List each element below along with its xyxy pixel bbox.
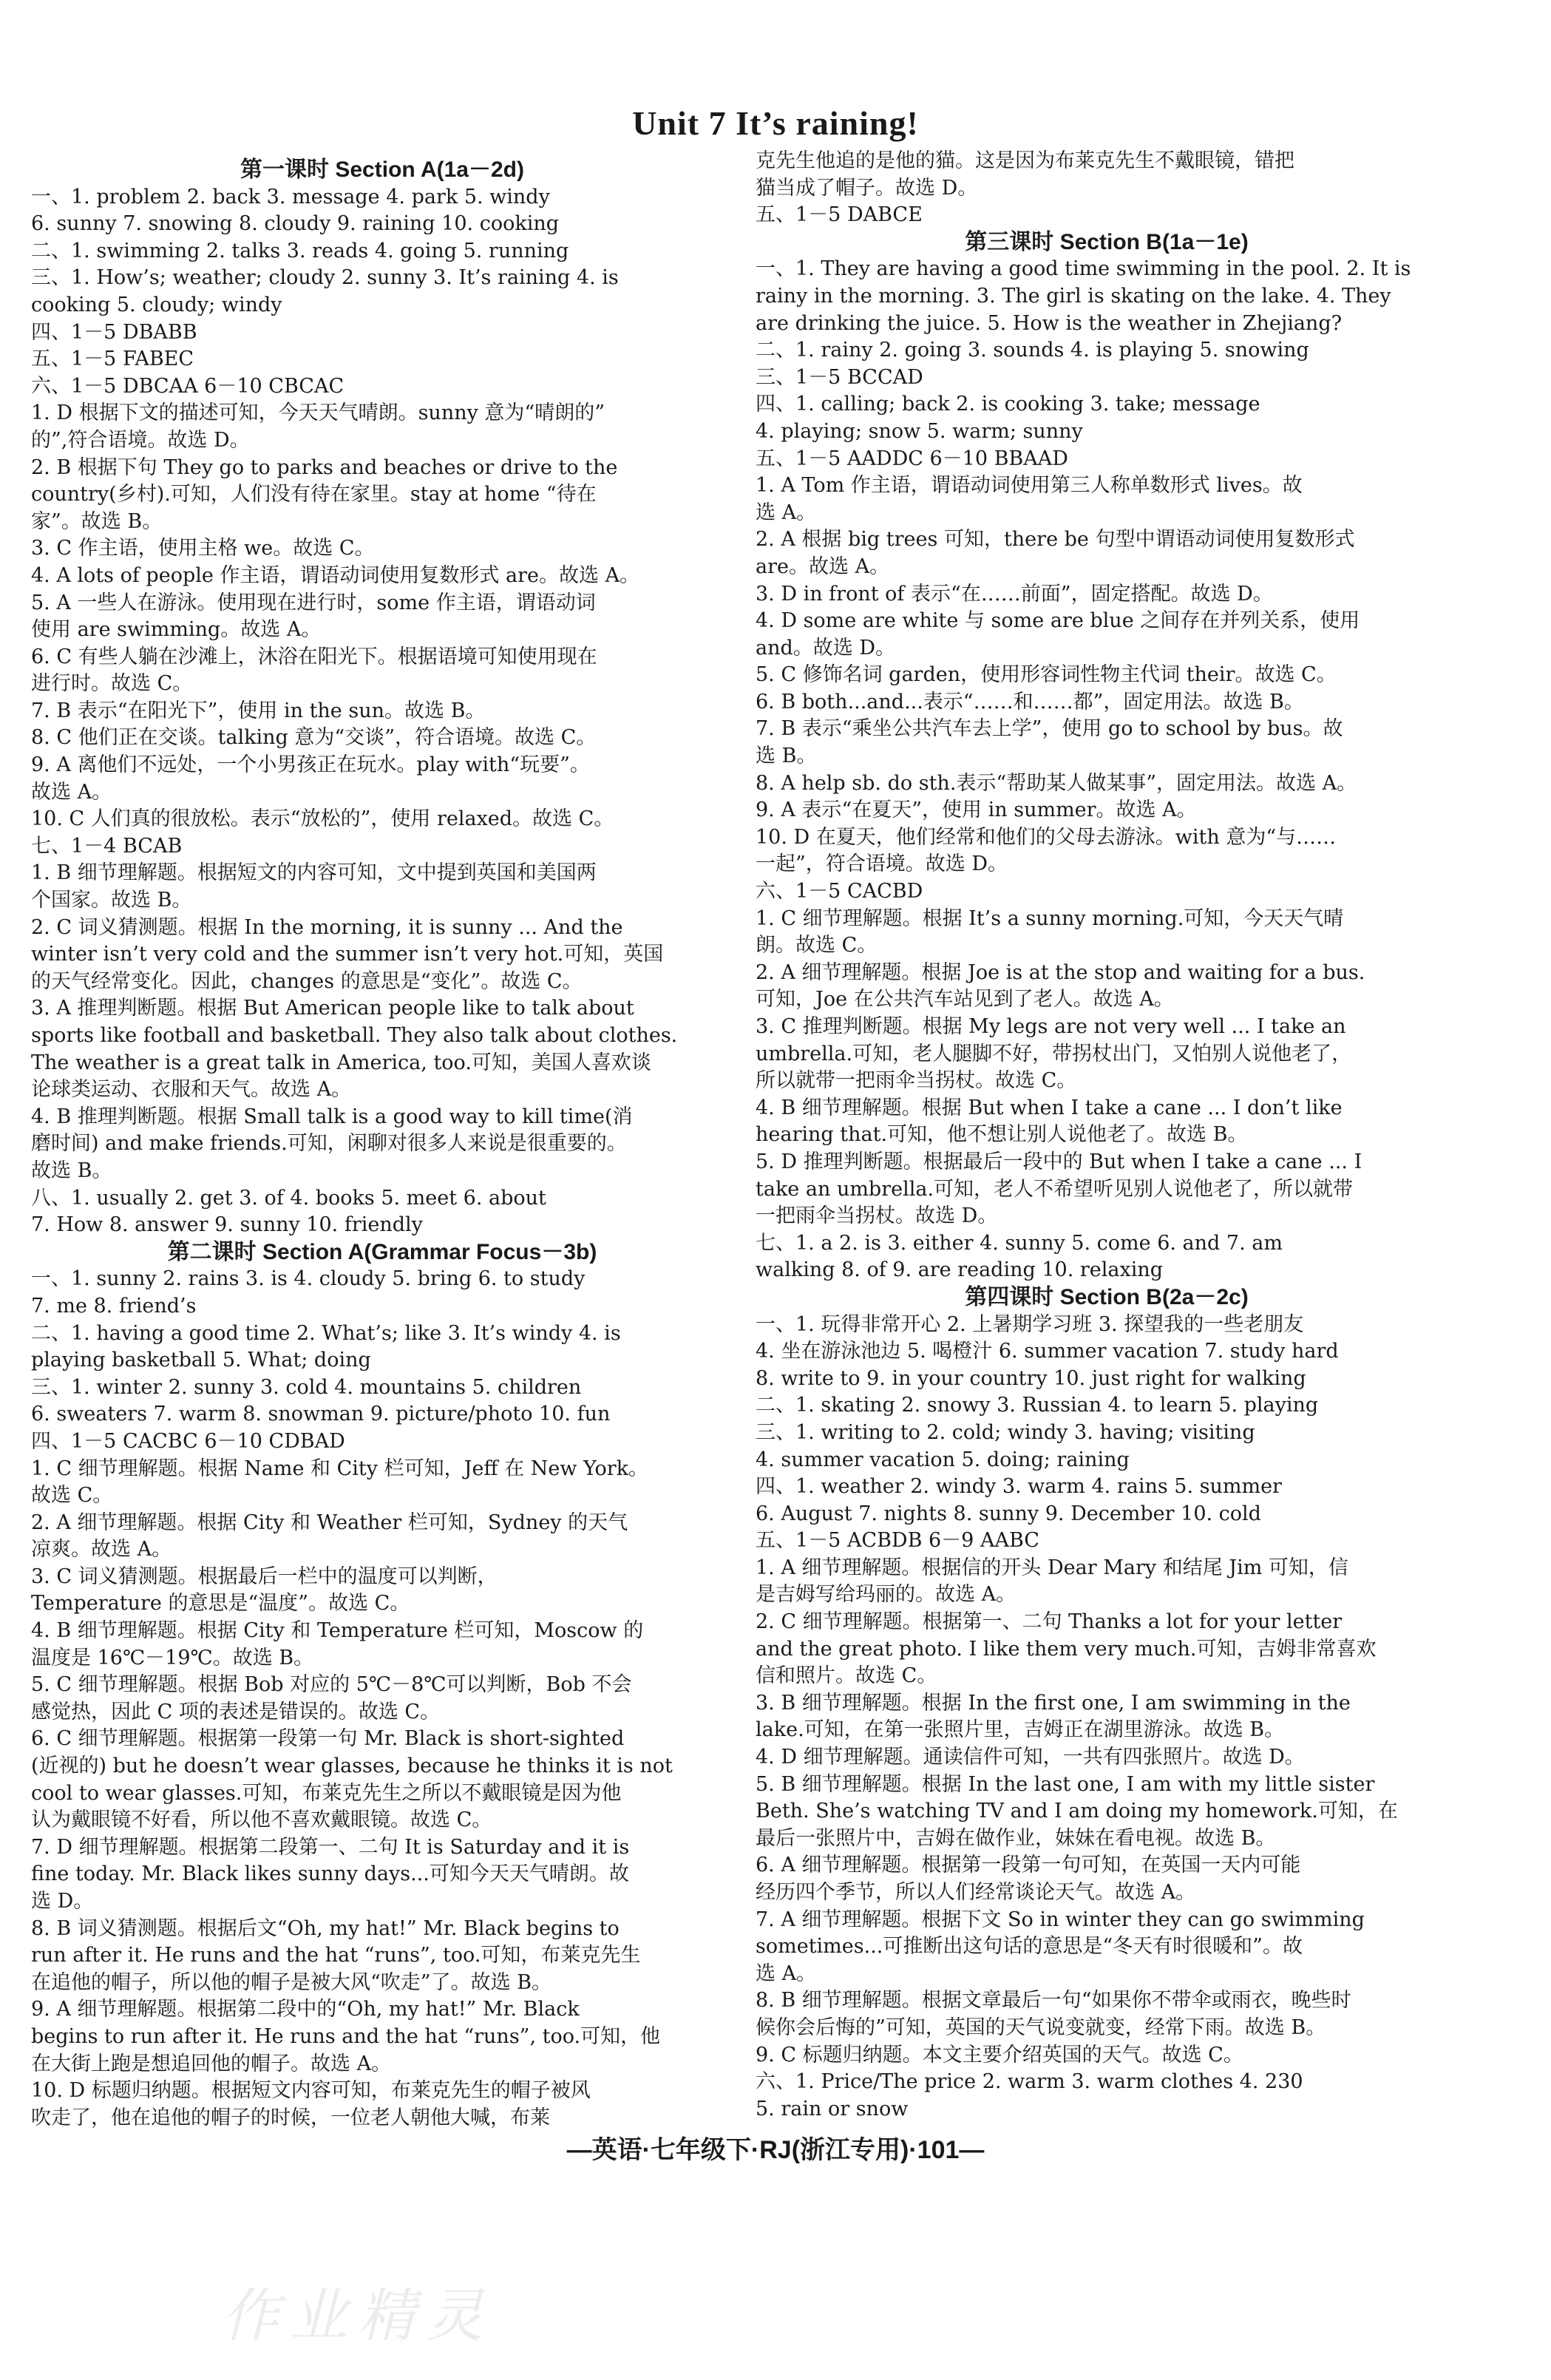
left-answer-line: 一、1. sunny 2. rains 3. is 4. cloudy 5. bring 6. to study xyxy=(31,1267,586,1291)
left-answer-line: 四、1－5 DBABB xyxy=(31,320,197,344)
right-answer-line: 一、1. 玩得非常开心 2. 上暑期学习班 3. 探望我的一些老朋友 xyxy=(756,1312,1304,1336)
right-answer-line: 选 A。 xyxy=(756,501,817,524)
left-answer-line: The weather is a great talk in America, too.可知，美国人喜欢谈 xyxy=(31,1051,651,1074)
left-answer-line: country(乡村).可知，人们没有待在家里。stay at home “待在 xyxy=(31,483,597,506)
left-answer-line: 10. D 标题归纳题。根据短文内容可知，布莱克先生的帽子被风 xyxy=(31,2079,591,2103)
right-answer-line: rainy in the morning. 3. The girl is skating on the lake. 4. They xyxy=(756,284,1391,308)
right-section-heading: 第三课时 Section B(1a－1e) xyxy=(965,229,1249,254)
right-answer-line: walking 8. of 9. are reading 10. relaxing xyxy=(756,1258,1164,1282)
right-answer-line: 选 A。 xyxy=(756,1962,817,1985)
right-answer-line: 10. D 在夏天，他们经常和他们的父母去游泳。with 意为“与…… xyxy=(756,825,1337,849)
right-answer-line: 2. A 根据 big trees 可知，there be 句型中谓语动词使用复数形式 xyxy=(756,528,1355,552)
right-answer-line: 七、1. a 2. is 3. either 4. sunny 5. come 6. and 7. am xyxy=(756,1231,1283,1255)
right-answer-line: and。故选 D。 xyxy=(756,636,895,660)
left-answer-line: 磨时间) and make friends.可知，闲聊对很多人来说是很重要的。 xyxy=(31,1132,627,1156)
left-answer-line: 1. B 细节理解题。根据短文的内容可知，文中提到英国和美国两 xyxy=(31,861,597,885)
left-answer-line: 4. B 细节理解题。根据 City 和 Temperature 栏可知，Moscow 的 xyxy=(31,1619,644,1643)
right-answer-line: 是吉姆写给玛丽的。故选 A。 xyxy=(756,1583,1017,1607)
right-answer-line: 五、1－5 ACBDB 6－9 AABC xyxy=(756,1529,1039,1553)
right-answer-line: 9. A 表示“在夏天”，使用 in summer。故选 A。 xyxy=(756,799,1197,822)
right-answer-line: 1. A Tom 作主语，谓语动词使用第三人称单数形式 lives。故 xyxy=(756,474,1303,498)
left-answer-line: 7. B 表示“在阳光下”，使用 in the sun。故选 B。 xyxy=(31,699,486,722)
left-answer-line: 6. C 细节理解题。根据第一段第一句 Mr. Black is short-sighted xyxy=(31,1727,625,1751)
left-answer-line: 使用 are swimming。故选 A。 xyxy=(31,618,322,642)
left-answer-line: 7. How 8. answer 9. sunny 10. friendly xyxy=(31,1213,423,1237)
right-answer-line: 8. write to 9. in your country 10. just right for walking xyxy=(756,1366,1306,1390)
left-answer-line: 三、1. winter 2. sunny 3. cold 4. mountains 5. children xyxy=(31,1375,582,1399)
right-answer-line: 2. C 细节理解题。根据第一、二句 Thanks a lot for your letter xyxy=(756,1610,1343,1634)
right-answer-line: 六、1－5 CACBD xyxy=(756,880,923,903)
page-footer: —英语·七年级下·RJ(浙江专用)·101— xyxy=(566,2136,985,2164)
right-answer-line: 5. D 推理判断题。根据最后一段中的 But when I take a cane ... I xyxy=(756,1150,1362,1173)
right-answer-line: 三、1. writing to 2. cold; windy 3. having; visiting xyxy=(756,1420,1255,1444)
right-answer-line: 1. C 细节理解题。根据 It’s a sunny morning.可知，今天天气晴 xyxy=(756,906,1344,930)
left-answer-line: 8. C 他们正在交谈。talking 意为“交谈”，符合语境。故选 C。 xyxy=(31,726,597,750)
right-column xyxy=(756,148,1458,2123)
right-answer-line: 二、1. rainy 2. going 3. sounds 4. is playing 5. snowing xyxy=(756,339,1309,362)
right-answer-line: 6. August 7. nights 8. sunny 9. December 10. cold xyxy=(756,1502,1261,1525)
right-answer-line: 一、1. They are having a good time swimming in the pool. 2. It is xyxy=(756,257,1411,281)
left-answer-line: 认为戴眼镜不好看，所以他不喜欢戴眼镜。故选 C。 xyxy=(31,1808,492,1832)
left-answer-line: 在大街上跑是想追回他的帽子。故选 A。 xyxy=(31,2052,392,2075)
left-answer-line: begins to run after it. He runs and the hat “runs”, too.可知，他 xyxy=(31,2024,661,2048)
left-answer-line: Temperature 的意思是“温度”。故选 C。 xyxy=(31,1592,410,1616)
right-answer-line: 5. rain or snow xyxy=(756,2097,909,2120)
right-answer-line: 猫当成了帽子。故选 D。 xyxy=(756,176,978,200)
left-answer-line: 4. A lots of people 作主语，谓语动词使用复数形式 are。故选 A。 xyxy=(31,563,640,587)
left-answer-line: 3. A 推理判断题。根据 But American people like to talk about xyxy=(31,997,634,1020)
left-answer-line: 吹走了，他在追他的帽子的时候，一位老人朝他大喊，布莱 xyxy=(31,2106,550,2129)
left-answer-line: cool to wear glasses.可知，布莱克先生之所以不戴眼镜是因为他 xyxy=(31,1781,622,1805)
left-answer-line: 6. sweaters 7. warm 8. snowman 9. picture/photo 10. fun xyxy=(31,1403,611,1426)
left-answer-line: 故选 B。 xyxy=(31,1159,112,1182)
right-answer-line: 4. D 细节理解题。通读信件可知，一共有四张照片。故选 D。 xyxy=(756,1746,1305,1769)
right-answer-line: take an umbrella.可知，老人不希望听见别人说他老了，所以就带 xyxy=(756,1177,1354,1201)
left-answer-line: 10. C 人们真的很放松。表示“放松的”，使用 relaxed。故选 C。 xyxy=(31,807,614,831)
right-answer-line: 6. A 细节理解题。根据第一段第一句可知，在英国一天内可能 xyxy=(756,1854,1301,1877)
right-answer-line: 可知，Joe 在公共汽车站见到了老人。故选 A。 xyxy=(756,988,1174,1011)
left-answer-line: winter isn’t very cold and the summer isn’t very hot.可知，英国 xyxy=(31,943,664,966)
left-answer-line: 5. A 一些人在游泳。使用现在进行时，some 作主语，谓语动词 xyxy=(31,591,596,614)
left-answer-line: 3. C 词义猜测题。根据最后一栏中的温度可以判断， xyxy=(31,1564,498,1588)
right-answer-line: 三、1－5 BCCAD xyxy=(756,365,923,389)
left-answer-line: run after it. He runs and the hat “runs”, too.可知，布莱克先生 xyxy=(31,1944,641,1967)
right-answer-line: 4. summer vacation 5. doing; raining xyxy=(756,1448,1130,1471)
left-answer-line: 2. B 根据下句 They go to parks and beaches or drive to the xyxy=(31,455,618,479)
left-answer-line: 在追他的帽子，所以他的帽子是被大风“吹走”了。故选 B。 xyxy=(31,1970,552,1994)
left-section-heading: 第一课时 Section A(1a－2d) xyxy=(240,157,524,182)
right-answer-line: 经历四个季节，所以人们经常谈论天气。故选 A。 xyxy=(756,1881,1196,1904)
left-section-heading: 第二课时 Section A(Grammar Focus－3b) xyxy=(167,1239,597,1264)
right-answer-line: umbrella.可知，老人腿脚不好，带拐杖出门，又怕别人说他老了， xyxy=(756,1042,1352,1065)
right-answer-line: 一把雨伞当拐杖。故选 D。 xyxy=(756,1204,998,1228)
right-answer-line: 四、1. calling; back 2. is cooking 3. take; message xyxy=(756,393,1260,416)
right-answer-line: and the great photo. I like them very much.可知，吉姆非常喜欢 xyxy=(756,1637,1377,1661)
left-answer-line: 的”,符合语境。故选 D。 xyxy=(31,428,250,452)
left-answer-line: 感觉热，因此 C 项的表述是错误的。故选 C。 xyxy=(31,1700,441,1723)
right-answer-line: 4. playing; snow 5. warm; sunny xyxy=(756,419,1083,443)
right-answer-line: 8. A help sb. do sth.表示“帮助某人做某事”，固定用法。故选 A。 xyxy=(756,771,1357,795)
left-answer-line: 一、1. problem 2. back 3. message 4. park 5. windy xyxy=(31,185,550,208)
right-answer-line: 3. C 推理判断题。根据 My legs are not very well ... I take an xyxy=(756,1015,1346,1038)
left-answer-line: 四、1－5 CACBC 6－10 CDBAD xyxy=(31,1429,345,1453)
left-answer-line: cooking 5. cloudy; windy xyxy=(31,293,282,316)
left-answer-line: 三、1. How’s; weather; cloudy 2. sunny 3. It’s raining 4. is xyxy=(31,266,619,290)
right-answer-line: 最后一张照片中，吉姆在做作业，妹妹在看电视。故选 B。 xyxy=(756,1826,1276,1850)
right-answer-line: 候你会后悔的”可知，英国的天气说变就变，经常下雨。故选 B。 xyxy=(756,2015,1326,2039)
right-answer-line: are。故选 A。 xyxy=(756,555,890,578)
right-answer-line: 选 B。 xyxy=(756,745,817,768)
right-answer-line: 5. C 修饰名词 garden，使用形容词性物主代词 their。故选 C。 xyxy=(756,663,1337,687)
right-answer-line: 6. B both...and...表示“……和……都”，固定用法。故选 B。 xyxy=(756,690,1304,713)
right-answer-line: 五、1－5 DABCE xyxy=(756,203,923,227)
left-answer-line: 4. B 推理判断题。根据 Small talk is a good way to kill time(消 xyxy=(31,1105,633,1128)
right-answer-line: 7. B 表示“乘坐公共汽车去上学”，使用 go to school by bus。故 xyxy=(756,717,1343,741)
watermark: 作业精灵 xyxy=(222,2283,495,2350)
left-answer-line: fine today. Mr. Black likes sunny days...可知今天天气晴朗。故 xyxy=(31,1862,629,1886)
right-answer-line: 所以就带一把雨伞当拐杖。故选 C。 xyxy=(756,1069,1077,1093)
left-answer-line: 七、1－4 BCAB xyxy=(31,834,183,858)
left-answer-line: (近视的) but he doesn’t wear glasses, because he thinks it is not xyxy=(31,1755,673,1778)
right-answer-line: 六、1. Price/The price 2. warm 3. warm clothes 4. 230 xyxy=(756,2070,1303,2094)
left-answer-line: 八、1. usually 2. get 3. of 4. books 5. meet 6. about xyxy=(31,1186,546,1210)
right-answer-line: 朗。故选 C。 xyxy=(756,934,878,957)
left-answer-line: 的天气经常变化。因此，changes 的意思是“变化”。故选 C。 xyxy=(31,969,583,993)
left-answer-line: 个国家。故选 B。 xyxy=(31,889,192,912)
right-answer-line: 5. B 细节理解题。根据 In the last one, I am with my little sister xyxy=(756,1772,1375,1796)
right-answer-line: hearing that.可知，他不想让别人说他老了。故选 B。 xyxy=(756,1123,1248,1147)
left-answer-line: 1. C 细节理解题。根据 Name 和 City 栏可知，Jeff 在 New York。 xyxy=(31,1457,649,1480)
left-answer-line: 7. me 8. friend’s xyxy=(31,1294,197,1318)
right-answer-line: 9. C 标题归纳题。本文主要介绍英国的天气。故选 C。 xyxy=(756,2043,1243,2067)
right-answer-line: 四、1. weather 2. windy 3. warm 4. rains 5. summer xyxy=(756,1475,1282,1499)
right-answer-line: 一起”，符合语境。故选 D。 xyxy=(756,852,1008,876)
left-answer-line: 1. D 根据下文的描述可知，今天天气晴朗。sunny 意为“晴朗的” xyxy=(31,401,605,425)
left-answer-line: 5. C 细节理解题。根据 Bob 对应的 5℃－8℃可以判断，Bob 不会 xyxy=(31,1673,632,1697)
left-answer-line: playing basketball 5. What; doing xyxy=(31,1349,371,1372)
left-answer-line: 8. B 词义猜测题。根据后文“Oh, my hat!” Mr. Black begins to xyxy=(31,1916,620,1940)
left-answer-line: 二、1. swimming 2. talks 3. reads 4. going 5. running xyxy=(31,239,569,262)
left-answer-line: 2. A 细节理解题。根据 City 和 Weather 栏可知，Sydney 的天气 xyxy=(31,1511,628,1534)
left-answer-line: 2. C 词义猜测题。根据 In the morning, it is sunny ... And the xyxy=(31,915,623,939)
right-answer-line: 4. B 细节理解题。根据 But when I take a cane ... I don’t like xyxy=(756,1096,1343,1119)
right-answer-line: 3. B 细节理解题。根据 In the first one, I am swimming in the xyxy=(756,1691,1351,1715)
right-answer-line: 7. A 细节理解题。根据下文 So in winter they can go swimming xyxy=(756,1908,1365,1931)
left-answer-line: 9. A 离他们不远处，一个小男孩正在玩水。play with“玩要”。 xyxy=(31,753,590,777)
right-section-heading: 第四课时 Section B(2a－2c) xyxy=(965,1284,1249,1309)
left-answer-line: 论球类运动、衣服和天气。故选 A。 xyxy=(31,1078,352,1102)
right-answer-line: 克先生他追的是他的猫。这是因为布莱克先生不戴眼镜，错把 xyxy=(756,149,1294,172)
right-answer-line: sometimes...可推断出这句话的意思是“冬天有时很暖和”。故 xyxy=(756,1935,1303,1959)
left-column xyxy=(31,157,733,2132)
left-answer-line: 故选 A。 xyxy=(31,780,112,804)
left-answer-line: 五、1－5 FABEC xyxy=(31,347,194,371)
left-answer-line: 3. C 作主语，使用主格 we。故选 C。 xyxy=(31,537,375,560)
left-answer-line: 二、1. having a good time 2. What’s; like 3. It’s windy 4. is xyxy=(31,1321,621,1345)
right-answer-line: 2. A 细节理解题。根据 Joe is at the stop and waiting for a bus. xyxy=(756,960,1365,984)
left-answer-line: 6. sunny 7. snowing 8. cloudy 9. raining 10. cooking xyxy=(31,212,559,236)
left-answer-line: 7. D 细节理解题。根据第二段第一、二句 It is Saturday and it is xyxy=(31,1835,630,1859)
right-answer-line: lake.可知，在第一张照片里，吉姆正在湖里游泳。故选 B。 xyxy=(756,1718,1285,1742)
left-answer-line: sports like football and basketball. They also talk about clothes. xyxy=(31,1024,678,1047)
right-answer-line: 1. A 细节理解题。根据信的开头 Dear Mary 和结尾 Jim 可知，信 xyxy=(756,1556,1348,1579)
right-answer-line: 8. B 细节理解题。根据文章最后一句“如果你不带伞或雨衣，晚些时 xyxy=(756,1989,1351,2013)
left-answer-line: 9. A 细节理解题。根据第二段中的“Oh, my hat!” Mr. Black xyxy=(31,1998,580,2021)
right-answer-line: 信和照片。故选 C。 xyxy=(756,1664,937,1688)
left-answer-line: 温度是 16℃－19℃。故选 B。 xyxy=(31,1646,314,1669)
left-answer-line: 凉爽。故选 A。 xyxy=(31,1538,172,1562)
right-answer-line: 4. D some are white 与 some are blue 之间存在并列关系，使用 xyxy=(756,609,1360,633)
right-answer-line: 二、1. skating 2. snowy 3. Russian 4. to learn 5. playing xyxy=(756,1394,1319,1417)
right-answer-line: 3. D in front of 表示“在……前面”，固定搭配。故选 D。 xyxy=(756,582,1273,606)
left-answer-line: 故选 C。 xyxy=(31,1484,113,1508)
left-answer-line: 选 D。 xyxy=(31,1890,94,1913)
right-answer-line: are drinking the juice. 5. How is the weather in Zhejiang? xyxy=(756,311,1343,335)
left-answer-line: 六、1－5 DBCAA 6－10 CBCAC xyxy=(31,374,345,398)
right-answer-line: 五、1－5 AADDC 6－10 BBAAD xyxy=(756,447,1068,470)
left-answer-line: 进行时。故选 C。 xyxy=(31,672,193,696)
left-answer-line: 6. C 有些人躺在沙滩上，沐浴在阳光下。根据语境可知使用现在 xyxy=(31,645,597,668)
left-answer-line: 家”。故选 B。 xyxy=(31,509,163,533)
right-answer-line: 4. 坐在游泳池边 5. 喝橙汁 6. summer vacation 7. study hard xyxy=(756,1340,1339,1363)
right-answer-line: Beth. She’s watching TV and I am doing my homework.可知，在 xyxy=(756,1800,1398,1823)
page-title: Unit 7 It’s raining! xyxy=(632,104,919,142)
